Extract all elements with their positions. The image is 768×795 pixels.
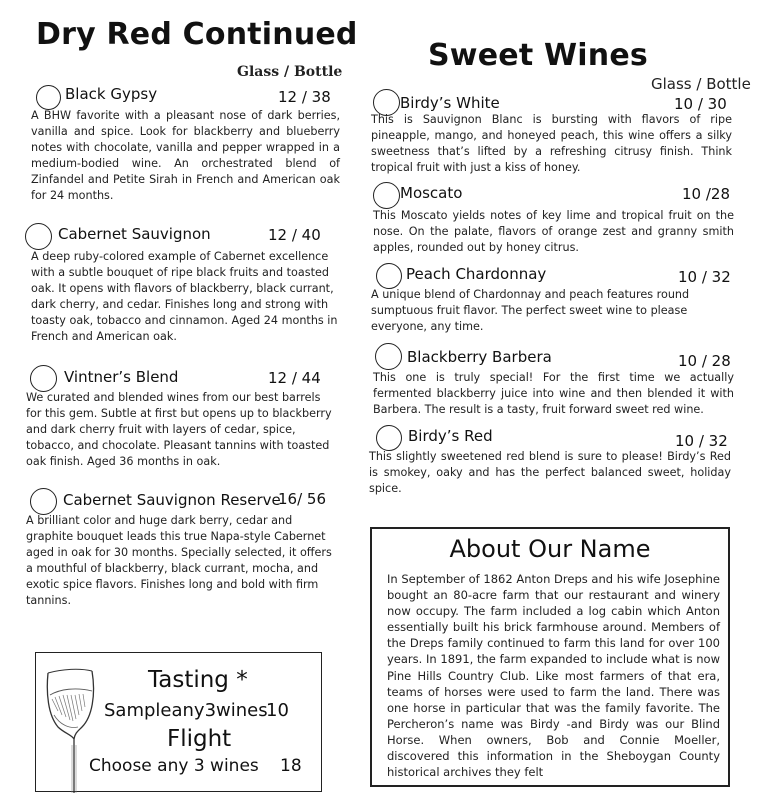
- tasting-sample-price: 10: [266, 700, 289, 721]
- about-our-name-box: [370, 527, 730, 787]
- wine-name: Vintner’s Blend: [64, 368, 179, 386]
- wine-description: A brilliant color and huge dark berry, cedar and graphite bouquet leads this true Napa-style Cabernet aged in oak for 30 months. Specially selected, it offers a mouthful of blackberry, black currant, mocha, and exotic spice flavors. Finishes long and bold with firm tannins.: [26, 514, 332, 608]
- checkbox-circle[interactable]: [30, 488, 57, 515]
- wine-price: 10 / 28: [678, 352, 731, 370]
- wine-description: A deep ruby-colored example of Cabernet excellence with a subtle bouquet of ripe black fruits and toasted oak. It opens with flavors of blackberry, black currant, dark cherry, and cedar. Finishes long and strong with toasty oak, tobacco and cinnamon. Aged 24 months in French and American oak.: [31, 250, 338, 344]
- wine-price: 16/ 56: [278, 490, 326, 508]
- wine-description: This is Sauvignon Blanc is bursting with flavors of ripe pineapple, mango, and honeyed peach, this wine offers a silky sweetness that’s lifted by a refreshing citrusy finish. Think tropical fruit with just a kiss of honey.: [371, 113, 732, 175]
- wine-description: This one is truly special! For the first time we actually fermented blackberry juice into wine and then blended it with Barbera. The result is a tasty, fruit forward sweet red wine.: [373, 371, 734, 417]
- wine-name: Birdy’s Red: [408, 427, 493, 445]
- wine-description: This Moscato yields notes of key lime and tropical fruit on the nose. On the palate, flavors of orange zest and granny smith apples, rounded out by honey citrus.: [373, 209, 734, 255]
- wine-name: Blackberry Barbera: [407, 348, 552, 366]
- wine-name: Birdy’s White: [400, 94, 500, 112]
- sweet-wines-title: Sweet Wines: [428, 38, 648, 73]
- about-text: In September of 1862 Anton Dreps and his wife Josephine bought an 80-acre farm that our restaurant and winery now occupy. The farm included a log cabin which Anton essentially built his brick farmhouse around. Members of the Dreps family continued to farm this land for over 100 years. In 1891, the farm expanded to include what is now Pine Hills Country Club. Like most farmers of that era, teams of horses were used to farm the land. There was one horse in particular that was the family favorite. The Percheron’s name was Birdy -and Birdy was our Blind Horse. When owners, Bob and Connie Moeller, discovered this information in the Sheboygan County historical archives they felt: [387, 572, 720, 780]
- checkbox-circle[interactable]: [36, 85, 61, 110]
- glass-bottle-label-left: Glass / Bottle: [237, 64, 343, 80]
- dry-red-title: Dry Red Continued: [36, 17, 358, 52]
- tasting-sample-text: Sampleany3wines: [104, 700, 268, 721]
- wine-price: 10 /28: [682, 185, 730, 203]
- wine-description: This slightly sweetened red blend is sure to please! Birdy’s Red is smokey, oaky and has the perfect balanced sweet, holiday spice.: [369, 450, 731, 496]
- tasting-choose-text: Choose any 3 wines: [89, 756, 259, 776]
- checkbox-circle[interactable]: [375, 343, 402, 370]
- tasting-flight-label: Flight: [167, 726, 232, 752]
- wine-price: 10 / 32: [678, 268, 731, 286]
- checkbox-circle[interactable]: [376, 263, 402, 289]
- wine-name: Cabernet Sauvignon: [58, 225, 211, 243]
- checkbox-circle[interactable]: [25, 223, 52, 250]
- wine-price: 12 / 38: [278, 88, 331, 106]
- wine-name: Moscato: [400, 184, 463, 202]
- wine-description: A unique blend of Chardonnay and peach features round sumptuous fruit flavor. The perfect sweet wine to please everyone, any time.: [371, 288, 690, 334]
- checkbox-circle[interactable]: [373, 182, 400, 209]
- wine-description: A BHW favorite with a pleasant nose of dark berries, vanilla and spice. Look for blackberry and blueberry notes with chocolate, vanilla and pepper wrapped in a medium-bodied wine. An orchestrated blend of Zinfandel and Petite Sirah in French and American oak for 24 months.: [31, 109, 340, 203]
- tasting-box: [35, 652, 322, 792]
- wine-price: 10 / 30: [674, 95, 727, 113]
- checkbox-circle[interactable]: [30, 365, 57, 392]
- wine-price: 12 / 44: [268, 369, 321, 387]
- wine-price: 12 / 40: [268, 226, 321, 244]
- wine-price: 10 / 32: [675, 432, 728, 450]
- wine-name: Peach Chardonnay: [406, 265, 547, 283]
- wine-description: We curated and blended wines from our best barrels for this gem. Subtle at first but opens up to blackberry and dark cherry fruit with layers of cedar, spice, tobacco, and chocolate. Pleasant tannins with toasted oak finish. Aged 36 months in oak.: [26, 391, 332, 469]
- about-title: About Our Name: [449, 535, 651, 563]
- wine-name: Cabernet Sauvignon Reserve: [63, 491, 281, 509]
- wine-name: Black Gypsy: [65, 85, 158, 103]
- tasting-choose-price: 18: [280, 756, 302, 776]
- checkbox-circle[interactable]: [376, 425, 402, 451]
- glass-bottle-label-right: Glass / Bottle: [651, 75, 751, 93]
- tasting-title: Tasting *: [148, 667, 248, 693]
